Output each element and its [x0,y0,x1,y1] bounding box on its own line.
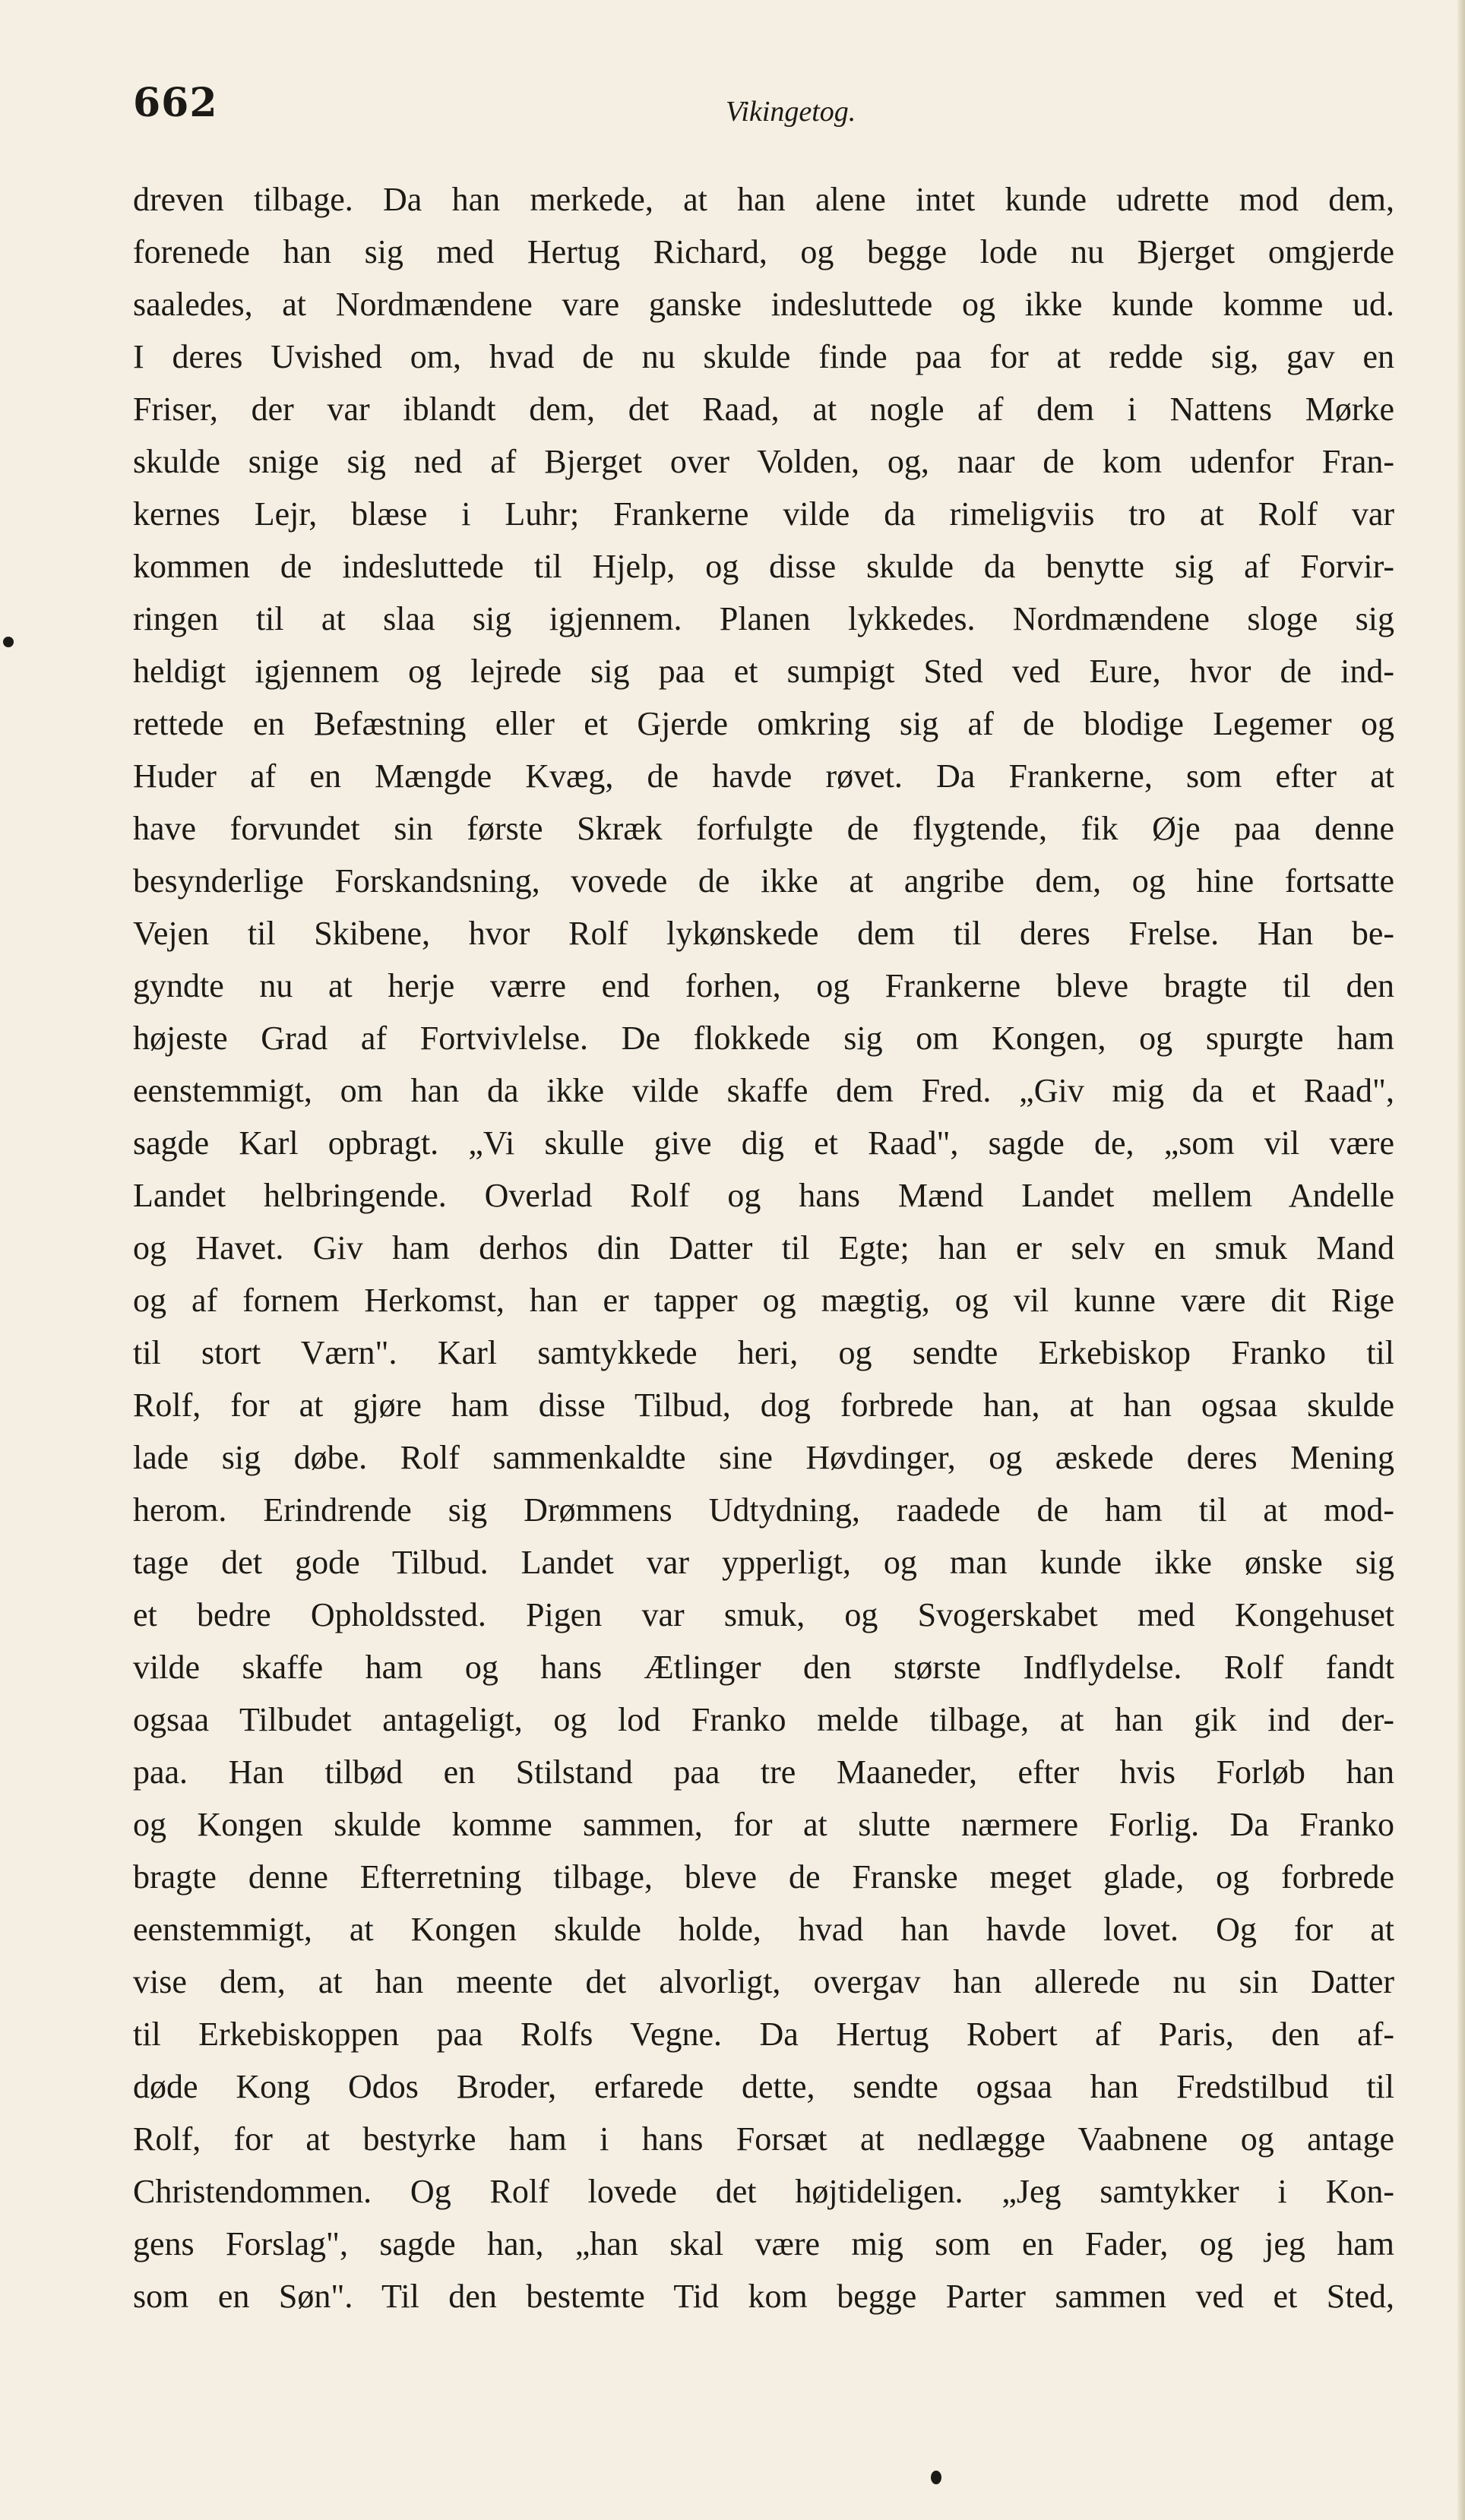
text-line: besynderlige Forskandsning, vovede de ikke at angribe dem, og hine fortsatte [133,862,1394,900]
text-line: lade sig døbe. Rolf sammenkaldte sine Høvdinger, og æskede deres Mening [133,1439,1394,1476]
text-line: til Erkebiskoppen paa Rolfs Vegne. Da Hertug Robert af Paris, den af- [133,2016,1394,2053]
text-line: herom. Erindrende sig Drømmens Udtydning, raadede de ham til at mod- [133,1491,1394,1529]
text-line: kernes Lejr, blæse i Luhr; Frankerne vilde da rimeligviis tro at Rolf var [133,495,1394,533]
text-line: tage det gode Tilbud. Landet var ypperligt, og man kunde ikke ønske sig [133,1544,1394,1581]
text-line: Friser, der var iblandt dem, det Raad, at nogle af dem i Nattens Mørke [133,390,1394,428]
page-header [133,72,1394,141]
text-line: Landet helbringende. Overlad Rolf og hans Mænd Landet mellem Andelle [133,1177,1394,1214]
text-line: og af fornem Herkomst, han er tapper og mægtig, og vil kunne være dit Rige [133,1282,1394,1319]
text-line: døde Kong Odos Broder, erfarede dette, sendte ogsaa han Fredstilbud til [133,2068,1394,2105]
text-line: gens Forslag", sagde han, „han skal være mig som en Fader, og jeg ham [133,2225,1394,2262]
text-line: og Havet. Giv ham derhos din Datter til Egte; han er selv en smuk Mand [133,1229,1394,1266]
text-line: Rolf, for at gjøre ham disse Tilbud, dog forbrede han, at han ogsaa skulde [133,1386,1394,1424]
text-line: rettede en Befæstning eller et Gjerde omkring sig af de blodige Legemer og [133,705,1394,742]
text-line: dreven tilbage. Da han merkede, at han alene intet kunde udrette mod dem, [133,181,1394,218]
text-line: paa. Han tilbød en Stilstand paa tre Maaneder, efter hvis Forløb han [133,1753,1394,1791]
text-line: vise dem, at han meente det alvorligt, overgav han allerede nu sin Datter [133,1963,1394,2000]
margin-ink-dot [3,637,14,647]
running-head: Vikingetog. [726,96,856,128]
page-edge-shadow [1457,0,1465,2520]
text-line: Vejen til Skibene, hvor Rolf lykønskede dem til deres Frelse. Han be- [133,915,1394,952]
text-line: ogsaa Tilbudet antageligt, og lod Franko melde tilbage, at han gik ind der- [133,1701,1394,1738]
text-line: have forvundet sin første Skræk forfulgte de flygtende, fik Øje paa denne [133,810,1394,847]
text-line: højeste Grad af Fortvivlelse. De flokkede sig om Kongen, og spurgte ham [133,1020,1394,1057]
text-line: bragte denne Efterretning tilbage, bleve de Franske meget glade, og forbrede [133,1858,1394,1896]
text-line: til stort Værn". Karl samtykkede heri, og sendte Erkebiskop Franko til [133,1334,1394,1371]
text-line: gyndte nu at herje værre end forhen, og Frankerne bleve bragte til den [133,967,1394,1004]
text-line: og Kongen skulde komme sammen, for at slutte nærmere Forlig. Da Franko [133,1806,1394,1843]
text-line: Huder af en Mængde Kvæg, de havde røvet. Da Frankerne, som efter at [133,757,1394,795]
text-line: sagde Karl opbragt. „Vi skulle give dig et Raad", sagde de, „som vil være [133,1124,1394,1162]
text-line: saaledes, at Nordmændene vare ganske indesluttede og ikke kunde komme ud. [133,286,1394,323]
text-line: et bedre Opholdssted. Pigen var smuk, og Svogerskabet med Kongehuset [133,1596,1394,1633]
text-line: skulde snige sig ned af Bjerget over Volden, og, naar de kom udenfor Fran- [133,443,1394,480]
text-line: ringen til at slaa sig igjennem. Planen lykkedes. Nordmændene sloge sig [133,600,1394,637]
page-number: 662 [133,80,218,126]
body-text [133,173,1394,2322]
text-line: heldigt igjennem og lejrede sig paa et sumpigt Sted ved Eure, hvor de ind- [133,653,1394,690]
text-line: kommen de indesluttede til Hjelp, og disse skulde da benytte sig af Forvir- [133,548,1394,585]
text-line: Rolf, for at bestyrke ham i hans Forsæt at nedlægge Vaabnene og antage [133,2120,1394,2158]
text-line: eenstemmigt, at Kongen skulde holde, hvad han havde lovet. Og for at [133,1911,1394,1948]
bottom-ink-mark [931,2471,941,2484]
text-line: forenede han sig med Hertug Richard, og begge lode nu Bjerget omgjerde [133,233,1394,270]
text-line: som en Søn". Til den bestemte Tid kom begge Parter sammen ved et Sted, [133,2278,1394,2315]
text-line: Christendommen. Og Rolf lovede det højtideligen. „Jeg samtykker i Kon- [133,2173,1394,2210]
text-line: vilde skaffe ham og hans Ætlinger den største Indflydelse. Rolf fandt [133,1649,1394,1686]
text-line: eenstemmigt, om han da ikke vilde skaffe dem Fred. „Giv mig da et Raad", [133,1072,1394,1109]
text-line: I deres Uvished om, hvad de nu skulde finde paa for at redde sig, gav en [133,338,1394,375]
